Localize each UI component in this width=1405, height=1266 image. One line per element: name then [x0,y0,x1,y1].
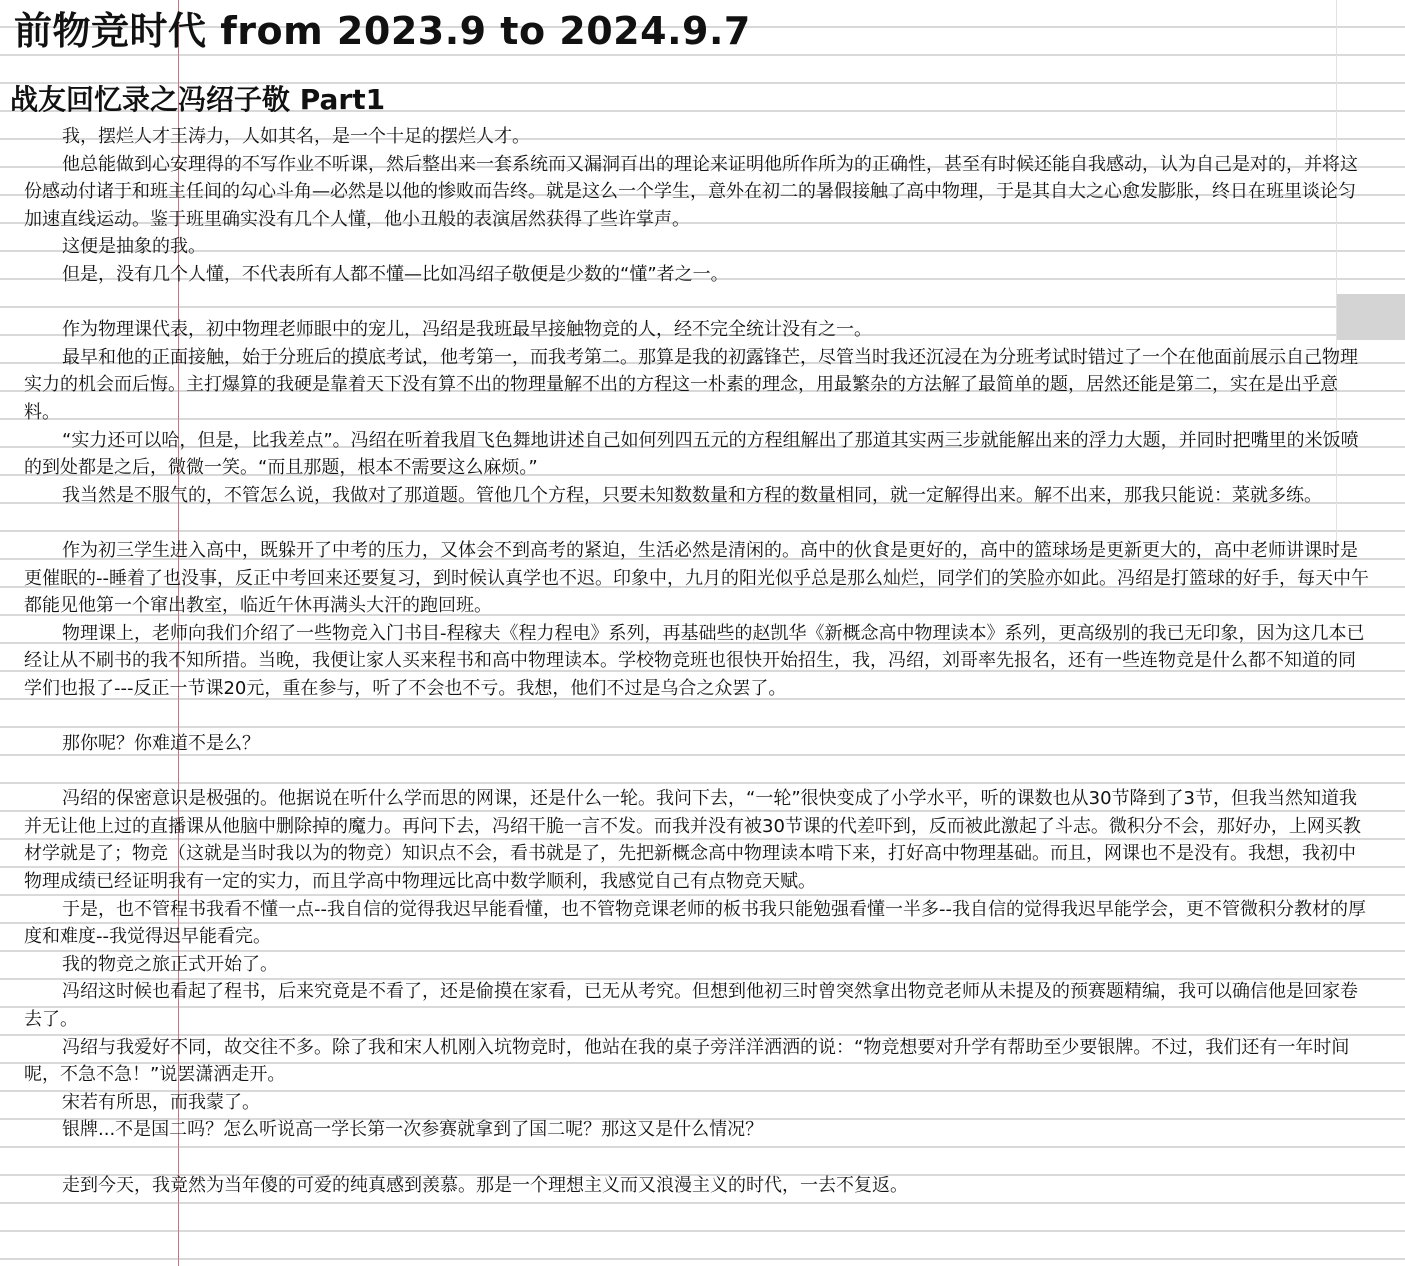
paragraph: 于是，也不管程书我看不懂一点--我自信的觉得我迟早能看懂，也不管物竞课老师的板书我只能勉强看懂一半多--我自信的觉得我迟早能学会，更不管微积分教材的厚度和难度--我觉得迟早能看完。 [24,898,1366,948]
paragraph: 宋若有所思，而我蒙了。 [62,1091,260,1113]
document-title: 前物竞时代 from 2023.9 to 2024.9.7 [14,9,751,53]
paragraph: 冯绍的保密意识是极强的。他据说在听什么学而思的网课，还是什么一轮。我问下去，“一轮”很快变成了小学水平，听的课数也从30节降到了3节，但我当然知道我并无让他上过的直播课从他脑中删除掉的魔力。再问下去，冯绍干脆一言不发。而我并没有被30节课的代差吓到，反而被此激起了斗志。微积分不会，那好办，上网买教材学就是了；物竞（这就是当时我以为的物竞）知识点不会，看书就是了，先把新概念高中物理读本啃下来，打好高中物理基础。而且，网课也不是没有。我想，我初中物理成绩已经证明我有一定的实力，而且学高中物理远比高中数学顺利，我感觉自己有点物竞天赋。 [24,788,1361,893]
paragraph: “实力还可以哈，但是，比我差点”。冯绍在听着我眉飞色舞地讲述自己如何列四五元的方程组解出了那道其实两三步就能解出来的浮力大题，并同时把嘴里的米饭喷的到处都是之后，微微一笑。“而且那题，根本不需要这么麻烦。” [24,429,1359,479]
paragraph: 那你呢？你难道不是么？ [62,733,260,755]
document-subtitle: 战友回忆录之冯绍子敬 Part1 [10,83,386,116]
paragraph: 但是，没有几个人懂，不代表所有人都不懂—比如冯绍子敬便是少数的“懂”者之一。 [62,263,729,285]
paragraph: 作为初三学生进入高中，既躲开了中考的压力，又体会不到高考的紧迫，生活必然是清闲的。高中的伙食是更好的，高中的篮球场是更新更大的，高中老师讲课时是更催眠的--睡着了也没事，反正中考回来还要复习，到时候认真学也不迟。印象中，九月的阳光似乎总是那么灿烂，同学们的笑脸亦如此。冯绍是打篮球的好手，每天中午都能见他第一个窜出教室，临近午休再满头大汗的跑回班。 [24,539,1369,617]
paragraph: 走到今天，我竟然为当年傻的可爱的纯真感到羡慕。那是一个理想主义而又浪漫主义的时代，一去不复返。 [62,1174,908,1196]
blank-line [24,289,1369,317]
paragraph: 作为物理课代表，初中物理老师眼中的宠儿，冯绍是我班最早接触物竞的人，经不完全统计没有之一。 [62,319,872,341]
paragraph: 我当然是不服气的，不管怎么说，我做对了那道题。管他几个方程，只要未知数数量和方程的数量相同，就一定解得出来。解不出来，那我只能说：菜就多练。 [62,484,1322,506]
blank-line [24,1144,1369,1172]
document-body [24,123,1369,1199]
paragraph: 我的物竞之旅正式开始了。 [62,953,278,975]
paragraph: 他总能做到心安理得的不写作业不听课，然后整出来一套系统而又漏洞百出的理论来证明他所作所为的正确性，甚至有时候还能自我感动，认为自己是对的，并将这份感动付诸于和班主任间的勾心斗角—必然是以他的惨败而告终。就是这么一个学生，意外在初二的暑假接触了高中物理，于是其自大之心愈发膨胀，终日在班里谈论匀加速直线运动。鉴于班里确实没有几个人懂，他小丑般的表演居然获得了些许掌声。 [24,153,1358,230]
paragraph: 最早和他的正面接触，始于分班后的摸底考试，他考第一，而我考第二。那算是我的初露锋芒，尽管当时我还沉浸在为分班考试时错过了一个在他面前展示自己物理实力的机会而后悔。主打爆算的我硬是靠着天下没有算不出的物理量解不出的方程这一朴素的理念，用最繁杂的方法解了最简单的题，居然还能是第二，实在是出乎意料。 [24,346,1358,423]
blank-line [24,509,1369,537]
paragraph: 这便是抽象的我。 [62,236,206,258]
paragraph: 物理课上，老师向我们介绍了一些物竞入门书目-程稼夫《程力程电》系列，再基础些的赵凯华《新概念高中物理读本》系列，更高级别的我已无印象，因为这几本已经让从不刷书的我不知所措。当晚，我便让家人买来程书和高中物理读本。学校物竞班也很快开始招生，我，冯绍，刘哥率先报名，还有一些连物竞是什么都不知道的同学们也报了---反正一节课20元，重在参与，听了不会也不亏。我想，他们不过是乌合之众罢了。 [24,622,1365,699]
blank-line [24,758,1369,786]
paragraph: 冯绍与我爱好不同，故交往不多。除了我和宋人机刚入坑物竞时，他站在我的桌子旁洋洋洒洒的说：“物竞想要对升学有帮助至少要银牌。不过，我们还有一年时间呢，不急不急！”说罢潇洒走开。 [24,1036,1350,1086]
paragraph: 我，摆烂人才王涛力，人如其名，是一个十足的摆烂人才。 [62,126,530,147]
blank-line [24,702,1369,730]
paragraph: 冯绍这时候也看起了程书，后来究竟是不看了，还是偷摸在家看，已无从考究。但想到他初三时曾突然拿出物竞老师从未提及的预赛题精编，我可以确信他是回家卷去了。 [24,981,1358,1030]
paragraph: 银牌...不是国二吗？怎么听说高一学长第一次参赛就拿到了国二呢？那这又是什么情况？ [62,1119,764,1141]
